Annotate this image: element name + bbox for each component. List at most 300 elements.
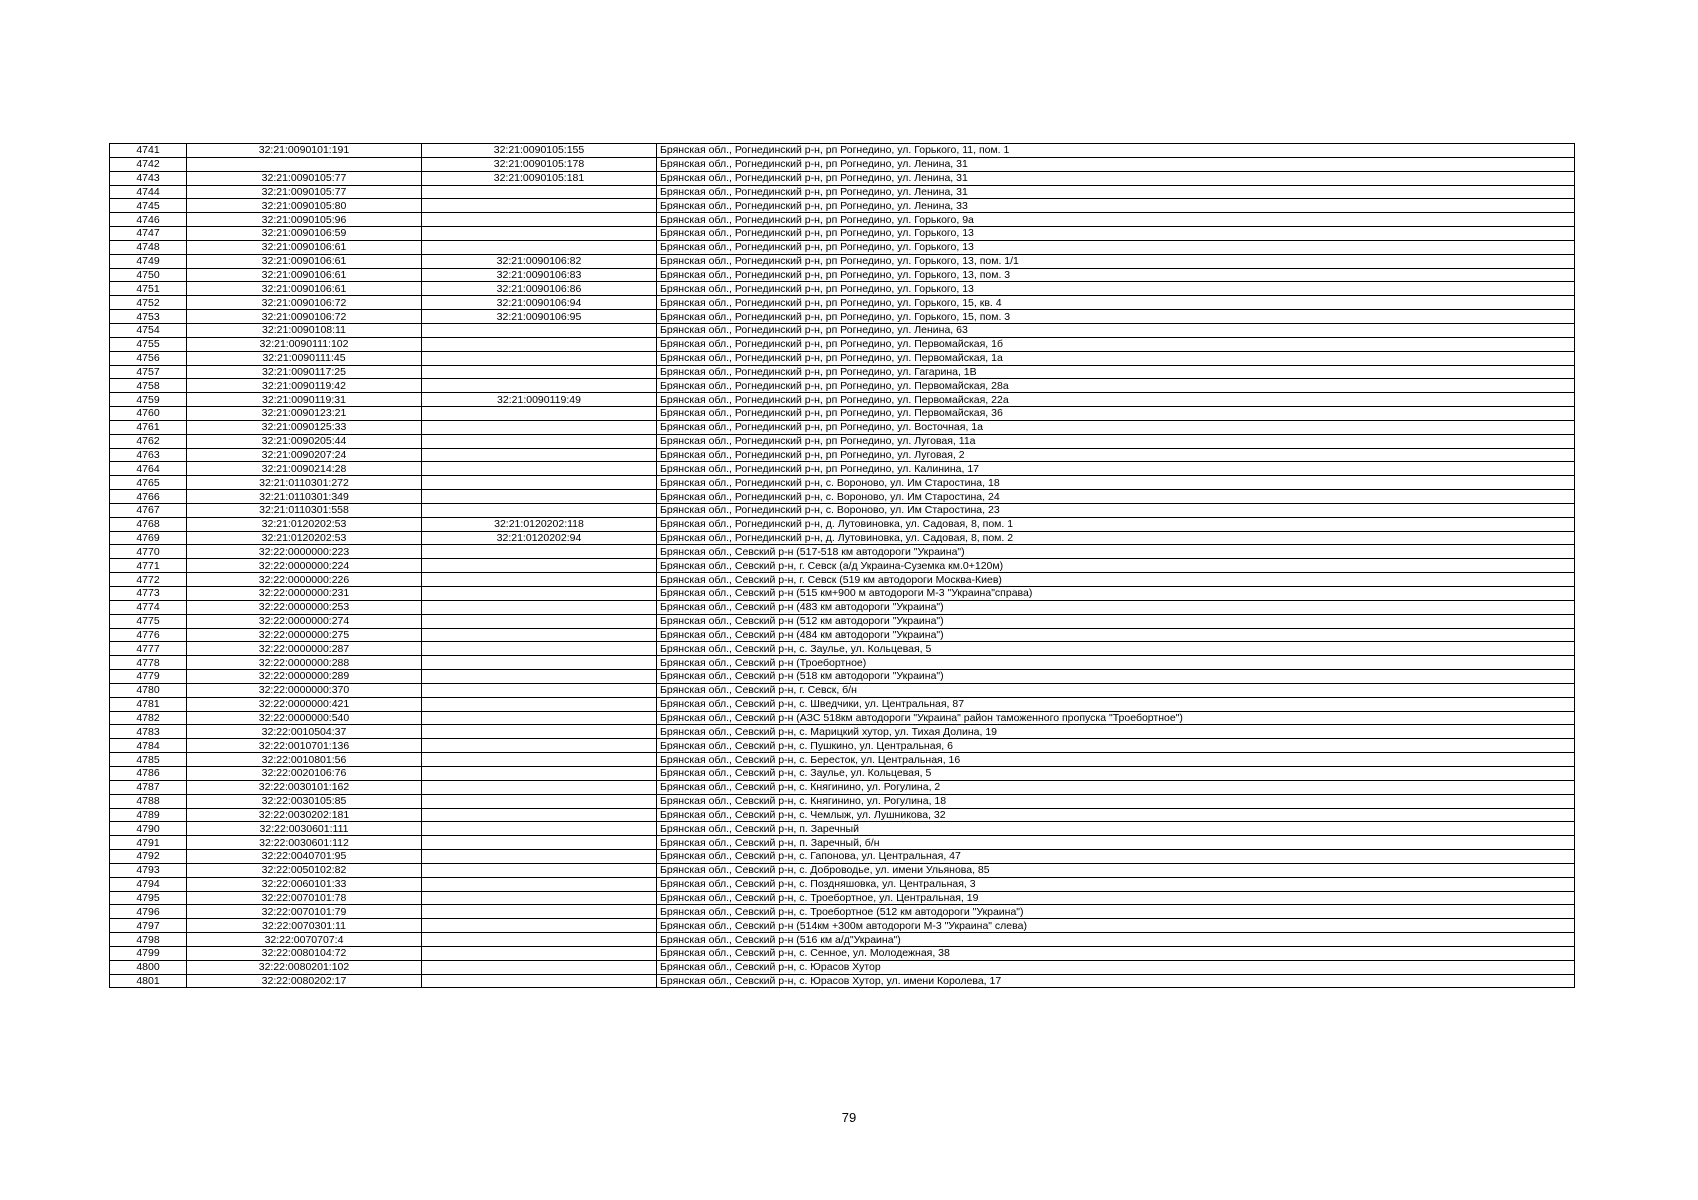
address-cell: Брянская обл., Севский р-н, с. Шведчики, ул. Центральная, 87	[657, 697, 1575, 711]
address-cell: Брянская обл., Севский р-н (483 км автодороги "Украина")	[657, 600, 1575, 614]
address-cell: Брянская обл., Рогнединский р-н, рп Рогнедино, ул. Горького, 11, пом. 1	[657, 144, 1575, 158]
cadastral-number-cell: 32:21:0090101:191	[187, 144, 422, 158]
row-number-cell: 4769	[110, 531, 187, 545]
room-cadastral-number-cell	[422, 670, 657, 684]
row-number-cell: 4763	[110, 448, 187, 462]
address-cell: Брянская обл., Рогнединский р-н, рп Рогнедино, ул. Горького, 13, пом. 3	[657, 268, 1575, 282]
address-cell: Брянская обл., Рогнединский р-н, рп Рогнедино, ул. Горького, 13	[657, 282, 1575, 296]
room-cadastral-number-cell	[422, 753, 657, 767]
table-row	[110, 517, 1575, 531]
cadastral-number-cell: 32:21:0090106:61	[187, 254, 422, 268]
table-row	[110, 296, 1575, 310]
row-number-cell: 4766	[110, 490, 187, 504]
table-row	[110, 420, 1575, 434]
table-row	[110, 282, 1575, 296]
row-number-cell: 4747	[110, 227, 187, 241]
address-cell: Брянская обл., Рогнединский р-н, рп Рогнедино, ул. Ленина, 31	[657, 157, 1575, 171]
room-cadastral-number-cell	[422, 213, 657, 227]
room-cadastral-number-cell	[422, 960, 657, 974]
room-cadastral-number-cell	[422, 697, 657, 711]
cadastral-number-cell: 32:21:0090108:11	[187, 323, 422, 337]
room-cadastral-number-cell	[422, 476, 657, 490]
table-row	[110, 600, 1575, 614]
room-cadastral-number-cell	[422, 739, 657, 753]
cadastral-number-cell: 32:22:0000000:226	[187, 573, 422, 587]
table-row	[110, 448, 1575, 462]
room-cadastral-number-cell	[422, 185, 657, 199]
table-row	[110, 587, 1575, 601]
table-row	[110, 157, 1575, 171]
cadastral-number-cell: 32:21:0090117:25	[187, 365, 422, 379]
row-number-cell: 4790	[110, 822, 187, 836]
cadastral-number-cell: 32:21:0090111:102	[187, 337, 422, 351]
address-cell: Брянская обл., Севский р-н, с. Сенное, ул. Молодежная, 38	[657, 946, 1575, 960]
address-cell: Брянская обл., Рогнединский р-н, рп Рогнедино, ул. Первомайская, 22а	[657, 393, 1575, 407]
row-number-cell: 4794	[110, 877, 187, 891]
address-cell: Брянская обл., Севский р-н, с. Поздняшовка, ул. Центральная, 3	[657, 877, 1575, 891]
cadastral-number-cell: 32:22:0000000:274	[187, 614, 422, 628]
address-cell: Брянская обл., Севский р-н, г. Севск, б/н	[657, 683, 1575, 697]
row-number-cell: 4753	[110, 310, 187, 324]
page-number: 79	[841, 1110, 857, 1125]
table-row	[110, 946, 1575, 960]
address-cell: Брянская обл., Севский р-н, с. Бересток, ул. Центральная, 16	[657, 753, 1575, 767]
cadastral-number-cell: 32:21:0090106:61	[187, 240, 422, 254]
table-row	[110, 697, 1575, 711]
room-cadastral-number-cell	[422, 240, 657, 254]
cadastral-number-cell: 32:22:0030202:181	[187, 808, 422, 822]
room-cadastral-number-cell	[422, 227, 657, 241]
room-cadastral-number-cell	[422, 323, 657, 337]
table-row	[110, 407, 1575, 421]
row-number-cell: 4778	[110, 656, 187, 670]
row-number-cell: 4797	[110, 919, 187, 933]
row-number-cell: 4762	[110, 434, 187, 448]
table-row	[110, 753, 1575, 767]
row-number-cell: 4750	[110, 268, 187, 282]
address-cell: Брянская обл., Севский р-н, п. Заречный	[657, 822, 1575, 836]
room-cadastral-number-cell	[422, 337, 657, 351]
row-number-cell: 4774	[110, 600, 187, 614]
room-cadastral-number-cell	[422, 503, 657, 517]
cadastral-number-cell: 32:22:0070101:78	[187, 891, 422, 905]
address-cell: Брянская обл., Севский р-н, г. Севск (а/д Украина-Суземка км.0+120м)	[657, 559, 1575, 573]
row-number-cell: 4744	[110, 185, 187, 199]
room-cadastral-number-cell: 32:21:0090106:94	[422, 296, 657, 310]
table-row	[110, 766, 1575, 780]
cadastral-number-cell: 32:22:0000000:540	[187, 711, 422, 725]
row-number-cell: 4786	[110, 766, 187, 780]
table-row	[110, 905, 1575, 919]
table-row	[110, 683, 1575, 697]
cadastral-number-cell: 32:22:0050102:82	[187, 863, 422, 877]
room-cadastral-number-cell	[422, 199, 657, 213]
room-cadastral-number-cell	[422, 836, 657, 850]
room-cadastral-number-cell	[422, 628, 657, 642]
address-cell: Брянская обл., Севский р-н (484 км автодороги "Украина")	[657, 628, 1575, 642]
cadastral-number-cell: 32:21:0090106:72	[187, 310, 422, 324]
row-number-cell: 4792	[110, 850, 187, 864]
room-cadastral-number-cell	[422, 448, 657, 462]
address-cell: Брянская обл., Севский р-н (512 км автодороги "Украина")	[657, 614, 1575, 628]
row-number-cell: 4789	[110, 808, 187, 822]
cadastral-number-cell: 32:21:0090105:80	[187, 199, 422, 213]
room-cadastral-number-cell: 32:21:0120202:94	[422, 531, 657, 545]
cadastral-number-cell: 32:22:0080201:102	[187, 960, 422, 974]
address-cell: Брянская обл., Рогнединский р-н, рп Рогнедино, ул. Горького, 15, кв. 4	[657, 296, 1575, 310]
table-row	[110, 337, 1575, 351]
table-row	[110, 891, 1575, 905]
address-cell: Брянская обл., Рогнединский р-н, рп Рогнедино, ул. Калинина, 17	[657, 462, 1575, 476]
table-row	[110, 213, 1575, 227]
address-cell: Брянская обл., Севский р-н (518 км автодороги "Украина")	[657, 670, 1575, 684]
cadastral-number-cell: 32:21:0090205:44	[187, 434, 422, 448]
room-cadastral-number-cell	[422, 794, 657, 808]
address-cell: Брянская обл., Рогнединский р-н, с. Вороново, ул. Им Старостина, 18	[657, 476, 1575, 490]
address-cell: Брянская обл., Севский р-н, с. Княгинино, ул. Рогулина, 18	[657, 794, 1575, 808]
address-cell: Брянская обл., Рогнединский р-н, д. Лутовиновка, ул. Садовая, 8, пом. 1	[657, 517, 1575, 531]
room-cadastral-number-cell	[422, 365, 657, 379]
row-number-cell: 4765	[110, 476, 187, 490]
table-row	[110, 462, 1575, 476]
row-number-cell: 4799	[110, 946, 187, 960]
table-row	[110, 434, 1575, 448]
cadastral-number-cell: 32:21:0090119:42	[187, 379, 422, 393]
row-number-cell: 4780	[110, 683, 187, 697]
table-row	[110, 365, 1575, 379]
room-cadastral-number-cell	[422, 850, 657, 864]
row-number-cell: 4798	[110, 933, 187, 947]
table-row	[110, 323, 1575, 337]
row-number-cell: 4776	[110, 628, 187, 642]
address-cell: Брянская обл., Рогнединский р-н, рп Рогнедино, ул. Первомайская, 1б	[657, 337, 1575, 351]
row-number-cell: 4752	[110, 296, 187, 310]
room-cadastral-number-cell: 32:21:0090106:83	[422, 268, 657, 282]
table-row	[110, 503, 1575, 517]
room-cadastral-number-cell	[422, 642, 657, 656]
room-cadastral-number-cell	[422, 600, 657, 614]
row-number-cell: 4761	[110, 420, 187, 434]
room-cadastral-number-cell	[422, 434, 657, 448]
address-cell: Брянская обл., Рогнединский р-н, рп Рогнедино, ул. Ленина, 63	[657, 323, 1575, 337]
cadastral-number-cell: 32:22:0010701:136	[187, 739, 422, 753]
row-number-cell: 4783	[110, 725, 187, 739]
table-row	[110, 656, 1575, 670]
address-cell: Брянская обл., Севский р-н (Троебортное)	[657, 656, 1575, 670]
address-cell: Брянская обл., Севский р-н, с. Троебортное, ул. Центральная, 19	[657, 891, 1575, 905]
table-row	[110, 628, 1575, 642]
row-number-cell: 4759	[110, 393, 187, 407]
row-number-cell: 4746	[110, 213, 187, 227]
room-cadastral-number-cell	[422, 822, 657, 836]
row-number-cell: 4756	[110, 351, 187, 365]
table-row	[110, 199, 1575, 213]
row-number-cell: 4781	[110, 697, 187, 711]
cadastral-number-cell: 32:22:0070707:4	[187, 933, 422, 947]
cadastral-number-cell: 32:21:0110301:349	[187, 490, 422, 504]
row-number-cell: 4754	[110, 323, 187, 337]
row-number-cell: 4772	[110, 573, 187, 587]
cadastral-number-cell: 32:22:0000000:289	[187, 670, 422, 684]
row-number-cell: 4793	[110, 863, 187, 877]
room-cadastral-number-cell	[422, 490, 657, 504]
address-cell: Брянская обл., Севский р-н, с. Гапонова, ул. Центральная, 47	[657, 850, 1575, 864]
address-cell: Брянская обл., Севский р-н, с. Княгинино, ул. Рогулина, 2	[657, 780, 1575, 794]
registry-table	[109, 143, 1575, 988]
address-cell: Брянская обл., Севский р-н (514км +300м автодороги М-3 "Украина" слева)	[657, 919, 1575, 933]
table-row	[110, 642, 1575, 656]
table-row	[110, 933, 1575, 947]
row-number-cell: 4788	[110, 794, 187, 808]
cadastral-number-cell: 32:21:0090106:72	[187, 296, 422, 310]
table-row	[110, 808, 1575, 822]
address-cell: Брянская обл., Рогнединский р-н, рп Рогнедино, ул. Гагарина, 1В	[657, 365, 1575, 379]
address-cell: Брянская обл., Севский р-н, п. Заречный, б/н	[657, 836, 1575, 850]
room-cadastral-number-cell: 32:21:0090106:95	[422, 310, 657, 324]
address-cell: Брянская обл., Рогнединский р-н, с. Вороново, ул. Им Старостина, 24	[657, 490, 1575, 504]
cadastral-number-cell: 32:21:0090111:45	[187, 351, 422, 365]
room-cadastral-number-cell	[422, 587, 657, 601]
table-row	[110, 863, 1575, 877]
address-cell: Брянская обл., Севский р-н, с. Троебортное (512 км автодороги "Украина")	[657, 905, 1575, 919]
address-cell: Брянская обл., Севский р-н (517-518 км автодороги "Украина")	[657, 545, 1575, 559]
cadastral-number-cell: 32:22:0000000:421	[187, 697, 422, 711]
table-row	[110, 310, 1575, 324]
table-row	[110, 573, 1575, 587]
row-number-cell: 4748	[110, 240, 187, 254]
cadastral-number-cell: 32:22:0080104:72	[187, 946, 422, 960]
row-number-cell: 4764	[110, 462, 187, 476]
room-cadastral-number-cell: 32:21:0120202:118	[422, 517, 657, 531]
table-row	[110, 739, 1575, 753]
table-row	[110, 670, 1575, 684]
cadastral-number-cell: 32:22:0010504:37	[187, 725, 422, 739]
table-row	[110, 268, 1575, 282]
address-cell: Брянская обл., Рогнединский р-н, рп Рогнедино, ул. Восточная, 1а	[657, 420, 1575, 434]
cadastral-number-cell: 32:21:0090119:31	[187, 393, 422, 407]
row-number-cell: 4785	[110, 753, 187, 767]
row-number-cell: 4775	[110, 614, 187, 628]
address-cell: Брянская обл., Рогнединский р-н, с. Вороново, ул. Им Старостина, 23	[657, 503, 1575, 517]
row-number-cell: 4760	[110, 407, 187, 421]
room-cadastral-number-cell	[422, 420, 657, 434]
cadastral-number-cell: 32:22:0000000:253	[187, 600, 422, 614]
cadastral-number-cell: 32:21:0090106:59	[187, 227, 422, 241]
table-row	[110, 614, 1575, 628]
table-row	[110, 476, 1575, 490]
row-number-cell: 4777	[110, 642, 187, 656]
cadastral-number-cell: 32:21:0120202:53	[187, 517, 422, 531]
cadastral-number-cell: 32:22:0000000:275	[187, 628, 422, 642]
table-row	[110, 240, 1575, 254]
cadastral-number-cell: 32:22:0000000:223	[187, 545, 422, 559]
row-number-cell: 4784	[110, 739, 187, 753]
room-cadastral-number-cell	[422, 877, 657, 891]
room-cadastral-number-cell: 32:21:0090106:82	[422, 254, 657, 268]
row-number-cell: 4795	[110, 891, 187, 905]
cadastral-number-cell: 32:21:0090106:61	[187, 268, 422, 282]
cadastral-number-cell: 32:21:0110301:272	[187, 476, 422, 490]
address-cell: Брянская обл., Рогнединский р-н, д. Лутовиновка, ул. Садовая, 8, пом. 2	[657, 531, 1575, 545]
table-row	[110, 850, 1575, 864]
room-cadastral-number-cell	[422, 683, 657, 697]
table-row	[110, 379, 1575, 393]
table-row	[110, 780, 1575, 794]
room-cadastral-number-cell	[422, 919, 657, 933]
cadastral-number-cell: 32:21:0090125:33	[187, 420, 422, 434]
room-cadastral-number-cell: 32:21:0090105:178	[422, 157, 657, 171]
room-cadastral-number-cell: 32:21:0090119:49	[422, 393, 657, 407]
address-cell: Брянская обл., Рогнединский р-н, рп Рогнедино, ул. Луговая, 2	[657, 448, 1575, 462]
room-cadastral-number-cell	[422, 462, 657, 476]
row-number-cell: 4773	[110, 587, 187, 601]
cadastral-number-cell: 32:22:0070301:11	[187, 919, 422, 933]
cadastral-number-cell: 32:21:0110301:558	[187, 503, 422, 517]
room-cadastral-number-cell	[422, 891, 657, 905]
table-row	[110, 877, 1575, 891]
table-row	[110, 393, 1575, 407]
table-row	[110, 960, 1575, 974]
room-cadastral-number-cell	[422, 614, 657, 628]
row-number-cell: 4745	[110, 199, 187, 213]
room-cadastral-number-cell	[422, 656, 657, 670]
registry-table-body	[110, 144, 1575, 988]
table-row	[110, 545, 1575, 559]
table-row	[110, 490, 1575, 504]
cadastral-number-cell: 32:21:0090207:24	[187, 448, 422, 462]
address-cell: Брянская обл., Рогнединский р-н, рп Рогнедино, ул. Ленина, 31	[657, 171, 1575, 185]
room-cadastral-number-cell	[422, 905, 657, 919]
cadastral-number-cell: 32:22:0010801:56	[187, 753, 422, 767]
address-cell: Брянская обл., Севский р-н, с. Заулье, ул. Кольцевая, 5	[657, 642, 1575, 656]
table-row	[110, 254, 1575, 268]
cadastral-number-cell: 32:22:0030601:111	[187, 822, 422, 836]
address-cell: Брянская обл., Рогнединский р-н, рп Рогнедино, ул. Ленина, 31	[657, 185, 1575, 199]
address-cell: Брянская обл., Рогнединский р-н, рп Рогнедино, ул. Горького, 13	[657, 227, 1575, 241]
row-number-cell: 4787	[110, 780, 187, 794]
room-cadastral-number-cell	[422, 933, 657, 947]
cadastral-number-cell: 32:22:0000000:224	[187, 559, 422, 573]
cadastral-number-cell: 32:21:0090214:28	[187, 462, 422, 476]
row-number-cell: 4757	[110, 365, 187, 379]
address-cell: Брянская обл., Севский р-н, с. Пушкино, ул. Центральная, 6	[657, 739, 1575, 753]
room-cadastral-number-cell	[422, 351, 657, 365]
row-number-cell: 4796	[110, 905, 187, 919]
address-cell: Брянская обл., Рогнединский р-н, рп Рогнедино, ул. Горького, 9а	[657, 213, 1575, 227]
address-cell: Брянская обл., Севский р-н, с. Доброводье, ул. имени Ульянова, 85	[657, 863, 1575, 877]
table-row	[110, 559, 1575, 573]
address-cell: Брянская обл., Севский р-н, с. Юрасов Хутор, ул. имени Королева, 17	[657, 974, 1575, 988]
row-number-cell: 4800	[110, 960, 187, 974]
address-cell: Брянская обл., Севский р-н, г. Севск (519 км автодороги Москва-Киев)	[657, 573, 1575, 587]
cadastral-number-cell: 32:22:0020106:76	[187, 766, 422, 780]
room-cadastral-number-cell: 32:21:0090106:86	[422, 282, 657, 296]
address-cell: Брянская обл., Севский р-н (516 км а/д"Украина")	[657, 933, 1575, 947]
table-row	[110, 822, 1575, 836]
room-cadastral-number-cell	[422, 545, 657, 559]
room-cadastral-number-cell	[422, 379, 657, 393]
cadastral-number-cell: 32:22:0000000:287	[187, 642, 422, 656]
row-number-cell: 4770	[110, 545, 187, 559]
address-cell: Брянская обл., Рогнединский р-н, рп Рогнедино, ул. Первомайская, 36	[657, 407, 1575, 421]
row-number-cell: 4767	[110, 503, 187, 517]
address-cell: Брянская обл., Севский р-н (515 км+900 м автодороги М-3 "Украина"справа)	[657, 587, 1575, 601]
address-cell: Брянская обл., Рогнединский р-н, рп Рогнедино, ул. Горького, 13, пом. 1/1	[657, 254, 1575, 268]
row-number-cell: 4741	[110, 144, 187, 158]
address-cell: Брянская обл., Севский р-н (АЗС 518км автодороги "Украина" район таможенного пропуска "Троебортное")	[657, 711, 1575, 725]
cadastral-number-cell	[187, 157, 422, 171]
room-cadastral-number-cell	[422, 407, 657, 421]
table-row	[110, 836, 1575, 850]
row-number-cell: 4755	[110, 337, 187, 351]
room-cadastral-number-cell	[422, 808, 657, 822]
address-cell: Брянская обл., Рогнединский р-н, рп Рогнедино, ул. Луговая, 11а	[657, 434, 1575, 448]
room-cadastral-number-cell	[422, 766, 657, 780]
row-number-cell: 4743	[110, 171, 187, 185]
address-cell: Брянская обл., Севский р-н, с. Юрасов Хутор	[657, 960, 1575, 974]
row-number-cell: 4771	[110, 559, 187, 573]
cadastral-number-cell: 32:22:0030601:112	[187, 836, 422, 850]
row-number-cell: 4758	[110, 379, 187, 393]
room-cadastral-number-cell	[422, 725, 657, 739]
room-cadastral-number-cell	[422, 946, 657, 960]
address-cell: Брянская обл., Рогнединский р-н, рп Рогнедино, ул. Горького, 15, пом. 3	[657, 310, 1575, 324]
cadastral-number-cell: 32:21:0090105:77	[187, 185, 422, 199]
address-cell: Брянская обл., Севский р-н, с. Заулье, ул. Кольцевая, 5	[657, 766, 1575, 780]
table-row	[110, 794, 1575, 808]
room-cadastral-number-cell	[422, 780, 657, 794]
room-cadastral-number-cell	[422, 863, 657, 877]
address-cell: Брянская обл., Рогнединский р-н, рп Рогнедино, ул. Ленина, 33	[657, 199, 1575, 213]
table-row	[110, 227, 1575, 241]
cadastral-number-cell: 32:22:0080202:17	[187, 974, 422, 988]
row-number-cell: 4782	[110, 711, 187, 725]
table-row	[110, 185, 1575, 199]
table-row	[110, 144, 1575, 158]
room-cadastral-number-cell	[422, 711, 657, 725]
address-cell: Брянская обл., Рогнединский р-н, рп Рогнедино, ул. Горького, 13	[657, 240, 1575, 254]
address-cell: Брянская обл., Рогнединский р-н, рп Рогнедино, ул. Первомайская, 28а	[657, 379, 1575, 393]
cadastral-number-cell: 32:21:0090106:61	[187, 282, 422, 296]
room-cadastral-number-cell	[422, 974, 657, 988]
cadastral-number-cell: 32:22:0060101:33	[187, 877, 422, 891]
table-row	[110, 725, 1575, 739]
row-number-cell: 4779	[110, 670, 187, 684]
row-number-cell: 4751	[110, 282, 187, 296]
cadastral-number-cell: 32:22:0000000:288	[187, 656, 422, 670]
row-number-cell: 4768	[110, 517, 187, 531]
row-number-cell: 4749	[110, 254, 187, 268]
room-cadastral-number-cell: 32:21:0090105:155	[422, 144, 657, 158]
cadastral-number-cell: 32:22:0000000:231	[187, 587, 422, 601]
table-row	[110, 711, 1575, 725]
table-row	[110, 531, 1575, 545]
cadastral-number-cell: 32:21:0090105:96	[187, 213, 422, 227]
cadastral-number-cell: 32:22:0030105:85	[187, 794, 422, 808]
table-row	[110, 974, 1575, 988]
cadastral-number-cell: 32:22:0000000:370	[187, 683, 422, 697]
table-row	[110, 171, 1575, 185]
cadastral-number-cell: 32:22:0070101:79	[187, 905, 422, 919]
row-number-cell: 4791	[110, 836, 187, 850]
table-row	[110, 351, 1575, 365]
cadastral-number-cell: 32:22:0030101:162	[187, 780, 422, 794]
table-row	[110, 919, 1575, 933]
cadastral-number-cell: 32:22:0040701:95	[187, 850, 422, 864]
room-cadastral-number-cell: 32:21:0090105:181	[422, 171, 657, 185]
cadastral-number-cell: 32:21:0090105:77	[187, 171, 422, 185]
row-number-cell: 4742	[110, 157, 187, 171]
